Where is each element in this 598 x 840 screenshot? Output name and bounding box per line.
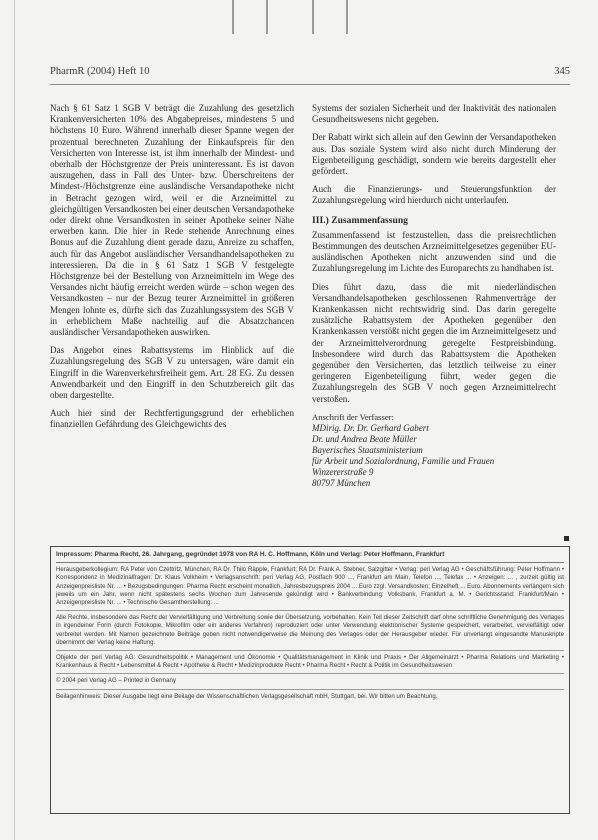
body-paragraph: Systems der sozialen Sicherheit und der Inaktivität des nationalen Gesundheitswesens nicht gegeben. [312, 103, 556, 125]
imprint-block: © 2004 peri Verlag AG – Printed in Germany [56, 677, 564, 689]
imprint-block: Objekte der peri Verlag AG: Gesundheitspolitik • Management und Ökonomie • Qualitätsmanagement in Klinik und Praxis • Der Allgemeinarzt • Pharma Relations und Marketing • Krankenhaus & Recht • Lebensmittel & Recht • Apotheke & Recht • Medizinprodukte Recht • Pharma Recht • Recht & Politik im Gesundheitswesen [56, 654, 564, 674]
author-line: für Arbeit und Sozialordnung, Familie und Frauen [312, 455, 495, 466]
scan-edge-rule [14, 0, 15, 840]
author-line: Bayerisches Staatsministerium [312, 444, 423, 455]
body-paragraph: Zusammenfassend ist festzustellen, dass die preisrechtlichen Bestimmungen des deutschen Arzneimittelgesetzes gegenüber EU-ausländischen Apotheken nicht anzuwenden sind und die Zuzahlungsregelung im Lichte des Europarechts zu handhaben ist. [312, 229, 556, 274]
body-paragraph: Das Angebot eines Rabattsystems im Hinblick auf die Zuzahlungsregelung des SGB V zu untersagen, wäre damit ein Eingriff in die Warenverkehrsfreiheit gem. Art. 28 EG. Zu dessen Anwendbarkeit und den Eingriff in den Schutzbereich gilt das oben dargestellte. [50, 345, 294, 401]
author-line: 80797 München [312, 477, 371, 488]
author-line: Dr. und Andrea Beate Müller [312, 433, 417, 444]
imprint-title: Impressum: Pharma Recht, 26. Jahrgang, gegründet 1978 von RA H. C. Hoffmann, Köln und Verlag: Peter Hoffmann, Frankfurt [56, 551, 564, 563]
imprint-box [50, 546, 570, 814]
journal-issue: PharmR (2004) Heft 10 [50, 66, 150, 77]
header-rule [50, 84, 570, 85]
author-line: MDirig. Dr. Dr. Gerhard Gabert [312, 422, 429, 433]
body-paragraph: Nach § 61 Satz 1 SGB V beträgt die Zuzahlung des gesetzlich Krankenversicherten 10% des Abgabepreises, mindestens 5 und höchstens 10 Euro. Während innerhalb dieser Spanne wegen der prozentual berechneten Zuzahlung der Einkaufspreis für den Versicherten von Interesse ist, ist ihm innerhalb der Mindest- und oberhalb der Höchstgrenze der Preis uninteressant. Es ist davon auszugehen, dass in Fall des Unter- bzw. Überschreitens der Mindest-/Höchstgrenze eine ausländische Versandapotheke nicht in Betracht gezogen wird, weil er die Arzneimittel zu gleichgültigen Versandkosten bei einer deutschen Versandapotheke oder direkt ohne Versandkosten in seiner Apotheke seiner Nähe erwerben kann. Die hier in Rede stehende Anrechnung eines Bonus auf die Zuzahlung dient gerade dazu, Anreize zu schaffen, auch für das Angebot ausländischer Versandhandelsapotheken zu interessieren. Da die in § 61 Satz 1 SGB V festgelegte Höchstgrenze bei der Bestellung von Arzneimitteln im Wege des Versandes nicht häufig erreicht werden würde – schon wegen des Versandkosten – nur der Bezug teurer Arzneimittel in größeren Mengen lohnte es, dürfte sich das Zuzahlungssystem des SGB V in erheblichem Maße nachteilig auf die Absatzchancen ausländischer Versandapotheken auswirken. [50, 103, 294, 338]
right-column [312, 103, 556, 489]
body-paragraph: Auch hier sind der Rechtfertigungsgrund der erheblichen finanziellen Gefährdung des Gleichgewichts des [50, 408, 294, 430]
end-of-article-mark [564, 536, 569, 541]
scan-fold-marks [220, 0, 380, 40]
running-header [50, 66, 570, 82]
body-paragraph: Der Rabatt wirkt sich allein auf den Gewinn der Versandapotheken aus. Das soziale System wird also nicht durch Minderung der Eigenbeteiligung geschädigt, sondern wie bereits dargestellt eher gefördert. [312, 132, 556, 177]
imprint-block: Alle Rechte, insbesondere das Recht der Vervielfältigung und Verbreitung sowie der Übersetzung, vorbehalten. Kein Teil dieser Zeitschrift darf ohne schriftliche Genehmigung des Verlages in irgendeiner Form (durch Fotokopie, Mikrofilm oder ein anderes Verfahren) reproduziert oder unter Verwendung elektronischer Systeme gespeichert, verarbeitet, vervielfältigt oder verbreitet werden. Mit Namen gezeichnete Beiträge geben nicht notwendigerweise die Meinung des Verlages oder der Herausgeber wieder. Für unverlangt eingesandte Manuskripte übernimmt der Verlag keine Haftung. [56, 614, 564, 651]
body-paragraph: Dies führt dazu, dass die mit niederländischen Versandhandelsapotheken geschlossenen Rahmenverträge der Krankenkassen nicht rechtswidrig sind. Das darin geregelte zusätzliche Rabattsystem der Apotheken gegenüber den Krankenkassen verstößt nicht gegen die im Arzneimittelgesetz und der Arzneimittelverordnung geregelte Festpreisbindung. Insbesondere wird durch das Rabattsystem die Apotheken gegenüber den Versicherten, das letztlich teilweise zu einer geringeren Eigenbeteiligung führt, weder gegen die Zuzahlungsregeln des SGB V noch gegen Arzneimittelrecht verstoßen. [312, 281, 556, 404]
body-paragraph: Auch die Finanzierungs- und Steuerungsfunktion der Zuzahlungsregelung wird hierdurch nicht unterlaufen. [312, 184, 556, 206]
author-address [312, 412, 556, 489]
section-heading: III.) Zusammenfassung [312, 214, 408, 226]
author-line: Winzererstraße 9 [312, 466, 374, 477]
imprint-block: Herausgeberkollegium: RA Peter von Czettritz, München; RA Dr. Thilo Räpple, Frankfurt; RA Dr. Frank A. Stebner, Salzgitter • Verlag: peri Verlag AG • Geschäftsführung: Peter Hoffmann • Korrespondenz in Medizinalfragen: Dr. Klaus Volkheim • Verlagsanschrift: peri Verlag AG, Postfach 900 ..., Frankfurt am Main, Telefon ..., Telefax ... • Anzeigen: ... , zurzeit gültig ist Anzeigenpreisliste Nr. ... • Bezugsbedingungen: Pharma Recht erscheint monatlich, Jahresbezugspreis 2004 ... Euro zzgl. Versandkosten; Einzelheft ... Euro. Abonnements verlängern sich jeweils um ein Jahr, wenn nicht spätestens sechs Wochen zum Jahresende gekündigt wird • Bankverbindung: Volksbank, Frankfurt a. M. • Gerichtsstand: Frankfurt/Main • Anzeigenpreisliste Nr. ... • Technische Gesamtherstellung: ... [56, 566, 564, 611]
imprint-block: Beilagenhinweis: Dieser Ausgabe liegt eine Beilage der Wissenschaftlichen Verlagsgesellschaft mbH, Stuttgart, bei. Wir bitten um Beachtung. [56, 692, 438, 700]
author-address-label: Anschrift der Verfasser: [312, 411, 394, 422]
left-column [50, 103, 294, 438]
page-number: 345 [554, 66, 570, 77]
